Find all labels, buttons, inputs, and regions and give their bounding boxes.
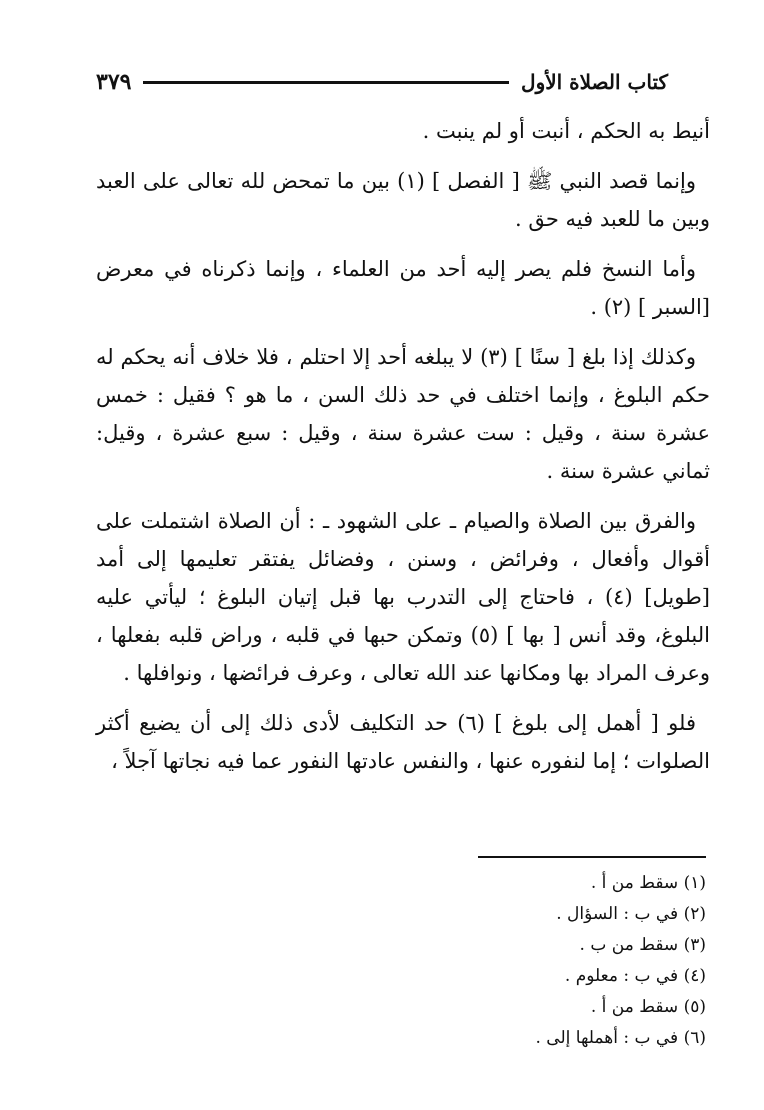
page-number: ٣٧٩ <box>96 69 132 95</box>
footnote-rule <box>478 856 706 858</box>
header-rule <box>143 81 509 84</box>
paragraph: وإنما قصد النبي ﷺ [ الفصل ] (١) بين ما تمحض لله تعالى على العبد وبين ما للعبد فيه حق . <box>96 169 710 231</box>
footnote: (٥) سقط من أ . <box>590 997 706 1017</box>
footnote: (٣) سقط من ب . <box>579 935 706 955</box>
footnotes <box>200 868 706 1054</box>
paragraph: وأما النسخ فلم يصر إليه أحد من العلماء ، وإنما ذكرناه في معرض [السبر ] (٢) . <box>96 257 710 319</box>
paragraph: وكذلك إذا بلغ [ سنًا ] (٣) لا يبلغه أحد إلا احتلم ، فلا خلاف أنه يحكم له حكم البلوغ ، وإنما اختلف في حد ذلك السن ، ما هو ؟ فقيل : خمس عشرة سنة ، وقيل : ست عشرة سنة ، وقيل : سبع عشرة ، وقيل: ثماني عشرة سنة . <box>96 345 710 483</box>
paragraph: والفرق بين الصلاة والصيام ـ على الشهود ـ : أن الصلاة اشتملت على أقوال وأفعال ، وفرائض ، وسنن ، وفضائل يفتقر تعليمها إلى أمد [طويل] (٤) ، فاحتاج إلى التدرب بها قبل إتيان البلوغ ؛ ليأتي عليه البلوغ، وقد أنس [ بها ] (٥) وتمكن حبها في قلبه ، وراض قلبه بفعلها ، وعرف المراد بها ومكانها عند الله تعالى ، وعرف فرائضها ، ونوافلها . <box>96 509 710 685</box>
footnote: (٢) في ب : السؤال . <box>556 904 706 924</box>
paragraph: فلو [ أهمل إلى بلوغ ] (٦) حد التكليف لأدى ذلك إلى أن يضيع أكثر الصلوات ؛ إما لنفوره عنها ، والنفس عادتها النفور عما فيه نجاتها آجلاً ، <box>96 711 710 773</box>
page-header <box>96 62 668 102</box>
running-title: كتاب الصلاة الأول <box>521 70 668 94</box>
footnote: (١) سقط من أ . <box>590 873 706 893</box>
paragraph: أنيط به الحكم ، أنبت أو لم ينبت . <box>422 119 710 143</box>
footnote: (٦) في ب : أهملها إلى . <box>535 1028 706 1048</box>
footnote: (٤) في ب : معلوم . <box>564 966 706 986</box>
main-text <box>96 112 710 792</box>
